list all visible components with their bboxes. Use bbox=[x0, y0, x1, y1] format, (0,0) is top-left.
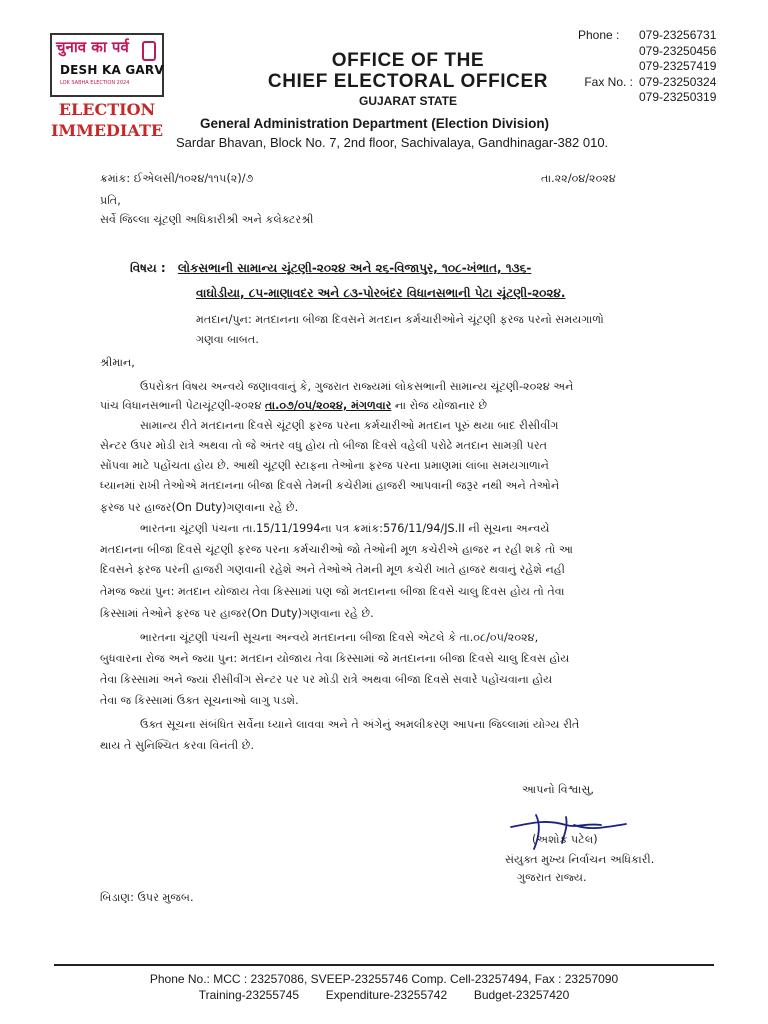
contact-block bbox=[578, 28, 716, 106]
subject-sub-2: ગણવા બાબત. bbox=[196, 333, 259, 346]
subject-text-2: વાઘોડીયા, ૮૫-માણાવદર અને ૮૩-પોરબંદર વિધાનસભાની પેટા ચૂંટણી-૨૦૨૪. bbox=[196, 286, 566, 300]
office-title bbox=[228, 50, 588, 92]
title-line-2: CHIEF ELECTORAL OFFICER bbox=[267, 71, 549, 92]
phone-3: 079-23257419 bbox=[639, 59, 717, 73]
footer-line-2: Training-23255745 Expenditure-23255742 Budget-23257420 bbox=[198, 988, 570, 1002]
state-name: GUJARAT STATE bbox=[359, 94, 457, 108]
election-logo bbox=[50, 33, 164, 97]
office-address: Sardar Bhavan, Block No. 7, 2nd floor, Sachivalaya, Gandhinagar-382 010. bbox=[176, 135, 609, 150]
stamp-line-2: IMMEDIATE bbox=[50, 121, 164, 140]
footer-line-1: Phone No.: MCC : 23257086, SVEEP-23255746 Comp. Cell-23257494, Fax : 23257090 bbox=[149, 972, 619, 986]
signatory-title: સંયુક્ત મુખ્ય નિર્વાચન અધિકારી. bbox=[505, 853, 655, 866]
p2-line-1: સામાન્ય રીતે મતદાનના દિવસે ચૂંટણી ફરજ પરના કર્મચારીઓ મતદાન પૂરું થયા બાદ રીસીવીંગ bbox=[140, 419, 559, 432]
p2-line-4: ધ્યાનમાં રાખી તેઓએ મતદાનના બીજા દિવસે તેમની કચેરીમાં હાજરી આપવાની જરૂર નથી અને તેઓને bbox=[100, 479, 560, 492]
salutation: શ્રીમાન, bbox=[100, 356, 135, 369]
logo-english-text: DESH KA GARV bbox=[60, 63, 164, 77]
subject-text-1: લોકસભાની સામાન્ય ચૂંટણી-૨૦૨૪ અને ૨૬-વિજાપુર, ૧૦૮-ખંભાત, ૧૩૬- bbox=[177, 261, 532, 275]
department-name: General Administration Department (Election Division) bbox=[200, 116, 550, 131]
fax-label: Fax No. : bbox=[584, 74, 633, 89]
phone-label: Phone : bbox=[578, 28, 620, 42]
letter-date: તા.૨૨/૦૪/૨૦૨૪ bbox=[541, 172, 616, 185]
p4-line-4: તેવા જ કિસ્સામાં ઉક્ત સૂચનાઓ લાગુ પડશે. bbox=[100, 694, 299, 707]
ballot-box-icon bbox=[142, 41, 156, 61]
p5-line-2: થાય તે સુનિશ્ચિત કરવા વિનંતી છે. bbox=[100, 739, 254, 752]
p5-line-1: ઉક્ત સૂચના સંબંધિત સર્વેના ધ્યાને લાવવા અને તે અંગેનું અમલીકરણ આપના જિલ્લામાં યોગ્ય રીતે bbox=[140, 718, 580, 731]
p1-line-2 bbox=[100, 398, 660, 413]
p4-line-2: બુધવારના રોજ અને જ્યા પુન: મતદાન યોજાય તેવા કિસ્સામાં જે મતદાનના બીજા દિવસે ચાલુ દિવસ હોય bbox=[100, 652, 570, 665]
p3-line-1: ભારતના ચૂંટણી પંચના તા.15/11/1994ના પત્ર ક્રમાંક:576/11/94/JS.II ની સૂચના અન્વયે bbox=[140, 522, 550, 535]
to-line-1: પ્રતિ, bbox=[100, 194, 121, 207]
p3-line-3: દિવસને ફરજ પરની હાજરી ગણવાની રહેશે અને તેઓએ તેમની મૂળ કચેરી ખાતે હાજર થવાનું રહેશે નહી bbox=[100, 563, 566, 576]
p4-line-1: ભારતના ચૂંટણી પંચની સૂચના અન્વયે મતદાનના બીજા દિવસે એટલે કે તા.૦૮/૦૫/૨૦૨૪, bbox=[140, 631, 539, 644]
enclosure: બિડાણ: ઉપર મુજબ. bbox=[100, 891, 194, 904]
fax-2: 079-23250319 bbox=[639, 90, 717, 104]
phone-2: 079-23250456 bbox=[639, 43, 717, 58]
signatory-name: (અશોક પટેલ) bbox=[532, 833, 598, 846]
p3-line-5: કિસ્સામાં તેઓને ફરજ પર હાજર(On Duty)ગણવાના રહે છે. bbox=[100, 607, 374, 620]
to-line-2: સર્વે જિલ્લા ચૂંટણી અધિકારીશ્રી અને કલેક્ટરશ્રી bbox=[100, 213, 314, 226]
footer-divider bbox=[54, 964, 714, 966]
logo-sub-text: LOK SABHA ELECTION 2024 bbox=[60, 80, 130, 86]
subject-label: વિષય : bbox=[130, 261, 166, 275]
stamp-line-1: ELECTION bbox=[58, 100, 156, 119]
title-line-1: OFFICE OF THE bbox=[331, 50, 485, 71]
p3-line-2: મતદાનના બીજા દિવસે ચૂંટણી ફરજ પરના કર્મચારીઓ જો તેઓની મૂળ કચેરીએ હાજર ન રહી શકે તો આ bbox=[100, 543, 574, 556]
election-immediate-stamp bbox=[48, 99, 166, 141]
p2-line-3: સોંપવા માટે પહોંચતા હોય છે. આથી ચૂંટણી સ્ટાફના તેઓના ફરજ પરના પ્રમાણમાં લાંબા સમયગાળાને bbox=[100, 459, 549, 472]
p1-line-1: ઉપરોક્ત વિષય અન્વયે જણાવવાનું કે, ગુજરાત રાજ્યમાં લોકસભાની સામાન્ય ચૂંટણી-૨૦૨૪ અને bbox=[140, 380, 574, 393]
p2-line-5: ફરજ પર હાજર(On Duty)ગણવાના રહે છે. bbox=[100, 501, 299, 514]
signature bbox=[506, 805, 636, 855]
subject-line-1 bbox=[130, 261, 531, 276]
logo-hindi-text: चुनाव का पर्व bbox=[56, 38, 129, 56]
p2-line-2: સેન્ટર ઉપર મોડી રાત્રે અથવા તો જે અંતર વધુ હોય તો બીજા દિવસે વહેલી પરોઢે મતદાન સામગ્રી પરત bbox=[100, 439, 548, 452]
phone-1: 079-23256731 bbox=[639, 28, 717, 42]
letter-reference: ક્રમાંક: ઈએલસી/૧૦૨૪/૧૧૫(૨)/૭ bbox=[100, 172, 254, 185]
polling-date: તા.૦૭/૦૫/૨૦૨૪, મંગળવાર bbox=[264, 399, 392, 412]
p1-line-2a: પાંચ વિધાનસભાની પેટાચૂંટણી-૨૦૨૪ bbox=[100, 399, 262, 412]
p4-line-3: તેવા કિસ્સામાં અને જ્યાં રીસીવીંગ સેન્ટર પર પર મોડી રાત્રે અથવા બીજા દિવસે સવારે પહોંચવાના હોય bbox=[100, 673, 553, 686]
subject-sub-1: મતદાન/પુન: મતદાનના બીજા દિવસને મતદાન કર્મચારીઓને ચૂંટણી ફરજ પરનો સમયગાળો bbox=[196, 313, 604, 326]
fax-1: 079-23250324 bbox=[639, 74, 717, 89]
closing: આપનો વિશ્વાસુ, bbox=[522, 783, 594, 796]
signatory-state: ગુજરાત રાજ્ય. bbox=[517, 871, 587, 884]
p1-line-2c: ના રોજ યોજાનાર છે bbox=[394, 399, 488, 412]
p3-line-4: તેમજ જ્યાં પુન: મતદાન યોજાય તેવા કિસ્સામાં પણ જો મતદાનના બીજા દિવસે ચાલુ દિવસ હોય તો તેવા bbox=[100, 585, 565, 598]
